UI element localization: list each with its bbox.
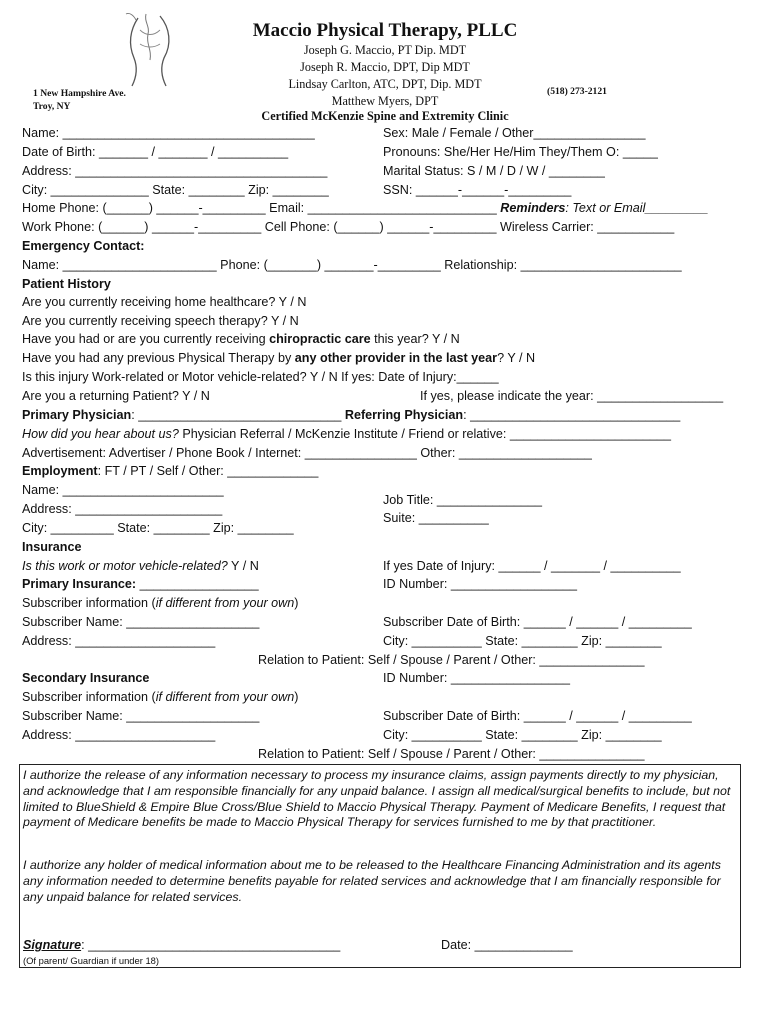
reminders-label: Reminders (500, 201, 566, 215)
emergency-contact-heading: Emergency Contact: (22, 239, 145, 253)
suite-field[interactable]: Suite: __________ (383, 511, 489, 525)
patient-history-heading: Patient History (22, 277, 111, 291)
work-related-injury-question[interactable]: Is this injury Work-related or Motor vehicle-related? Y / N If yes: Date of Injury:______ (22, 370, 499, 384)
primary-subscriber-name-field[interactable]: Subscriber Name: ___________________ (22, 615, 260, 629)
primary-insurance-label: Primary Insurance: (22, 577, 137, 591)
home-phone-email-text: Home Phone: (______) ______-_________ Email: ___________________________ (22, 201, 497, 215)
sex-field[interactable]: Sex: Male / Female / Other________________ (383, 126, 646, 140)
signature-date-field[interactable]: Date: ______________ (441, 938, 573, 952)
address-line-1: 1 New Hampshire Ave. (33, 88, 126, 99)
city-state-zip-field[interactable]: City: ______________ State: ________ Zip: ________ (22, 183, 329, 197)
insurance-work-question-text: Is this work or motor vehicle-related? (22, 559, 228, 573)
previous-pt-question[interactable] (22, 351, 535, 366)
doctor-line-1: Joseph G. Maccio, PT Dip. MDT (303, 43, 467, 57)
physicians-field[interactable] (22, 408, 680, 423)
guardian-note: (Of parent/ Guardian if under 18) (23, 955, 160, 966)
subscriber-info-a: Subscriber information ( (22, 596, 156, 610)
doctor-line-4: Matthew Myers, DPT (331, 94, 439, 108)
secondary-subscriber-info-c: ) (294, 690, 299, 704)
primary-physician-line: : _____________________________ (131, 408, 342, 422)
employment-label: Employment (22, 464, 98, 478)
chiropractic-question[interactable] (22, 332, 460, 347)
primary-subscriber-city-field[interactable]: City: __________ State: ________ Zip: ________ (383, 634, 662, 648)
secondary-relation-field[interactable]: Relation to Patient: Self / Spouse / Parent / Other: _______________ (258, 747, 645, 761)
primary-relation-field[interactable]: Relation to Patient: Self / Spouse / Parent / Other: _______________ (258, 653, 645, 667)
speech-therapy-question[interactable]: Are you currently receiving speech therapy? Y / N (22, 314, 299, 328)
secondary-insurance-heading: Secondary Insurance (22, 671, 150, 685)
secondary-subscriber-city-field[interactable]: City: __________ State: ________ Zip: ________ (383, 728, 662, 742)
secondary-id-number-field[interactable]: ID Number: _________________ (383, 671, 570, 685)
signature-label: Signature (23, 938, 82, 952)
primary-subscriber-dob-field[interactable]: Subscriber Date of Birth: ______ / ______ / _________ (383, 615, 692, 629)
authorization-paragraph-2: I authorize any holder of medical information about me to be released to the Healthcare Financing Administration and its agents any information needed to determine benefits payable for related services and acknowledge that I am financially responsible for any unpaid balance for related services. (23, 858, 721, 904)
primary-subscriber-address-field[interactable]: Address: ____________________ (22, 634, 216, 648)
subscriber-info-c: ) (294, 596, 299, 610)
name-field[interactable]: Name: ____________________________________ (22, 126, 315, 140)
signature-line: : ____________________________________ (81, 938, 341, 952)
secondary-subscriber-info (22, 690, 298, 705)
employer-name-field[interactable]: Name: _______________________ (22, 483, 224, 497)
secondary-subscriber-address-field[interactable]: Address: ____________________ (22, 728, 216, 742)
address-line-2: Troy, NY (33, 101, 71, 112)
referring-physician-line: : ______________________________ (463, 408, 681, 422)
doctor-line-2: Joseph R. Maccio, DPT, Dip MDT (300, 60, 470, 74)
job-title-field[interactable]: Job Title: _______________ (383, 493, 542, 507)
returning-patient-question[interactable]: Are you a returning Patient? Y / N (22, 389, 210, 403)
reminders-options: : Text or Email_________ (565, 201, 709, 215)
pronouns-field[interactable]: Pronouns: She/Her He/Him They/Them O: _____ (383, 145, 658, 159)
home-healthcare-question[interactable]: Are you currently receiving home healthcare? Y / N (22, 295, 307, 309)
employment-status-field[interactable] (22, 464, 318, 479)
home-phone-email-field[interactable] (22, 201, 708, 216)
returning-year-field[interactable]: If yes, please indicate the year: __________________ (420, 389, 724, 403)
work-cell-phone-field[interactable]: Work Phone: (______) ______-_________ Cell Phone: (______) ______-_________ Wireless Carrier: ___________ (22, 220, 675, 234)
practice-phone: (518) 273-2121 (547, 86, 607, 97)
previous-pt-question-a: Have you had any previous Physical Therapy by (22, 351, 295, 365)
primary-id-number-field[interactable]: ID Number: __________________ (383, 577, 577, 591)
advertisement-field[interactable]: Advertisement: Advertiser / Phone Book / Internet: ________________ Other: ___________________ (22, 446, 592, 460)
marital-status-field[interactable]: Marital Status: S / M / D / W / ________ (383, 164, 605, 178)
secondary-subscriber-info-a: Subscriber information ( (22, 690, 156, 704)
dob-field[interactable]: Date of Birth: _______ / _______ / __________ (22, 145, 289, 159)
ssn-field[interactable]: SSN: ______-______-_________ (383, 183, 572, 197)
previous-pt-question-c: ? Y / N (497, 351, 536, 365)
address-field[interactable]: Address: ____________________________________ (22, 164, 328, 178)
emergency-contact-field[interactable]: Name: ______________________ Phone: (_______) _______-_________ Relationship: _______________________ (22, 258, 682, 272)
secondary-subscriber-info-b: if different from your own (155, 690, 295, 704)
employment-options: : FT / PT / Self / Other: _____________ (97, 464, 319, 478)
insurance-work-related-question[interactable] (22, 559, 259, 574)
primary-insurance-field[interactable] (22, 577, 259, 592)
referring-physician-label: Referring Physician (344, 408, 464, 422)
certification: Certified McKenzie Spine and Extremity Clinic (261, 109, 509, 123)
chiropractic-question-a: Have you had or are you currently receiving (22, 332, 270, 346)
signature-field[interactable] (23, 938, 340, 953)
primary-insurance-line: _________________ (136, 577, 259, 591)
authorization-paragraph-1: I authorize the release of any information necessary to process my insurance claims, assign payments directly to my physician, and acknowledge that I am responsible financially for any unpaid balance. I assign all medical/surgical benefits to include, but not limited to BlueShield & Empire Blue Cross/Blue Shield to Maccio Physical Therapy. Payment of Medicare Benefits, I request that payment of Medicare benefits be made to Maccio Physical Therapy for services furnished to me by that practitioner. (23, 768, 731, 830)
employer-address-field[interactable]: Address: _____________________ (22, 502, 223, 516)
subscriber-info-b: if different from your own (155, 596, 295, 610)
authorization-box (19, 764, 741, 968)
practice-name: Maccio Physical Therapy, PLLC (252, 20, 518, 41)
chiropractic-question-b: chiropractic care (269, 332, 371, 346)
insurance-work-yn: Y / N (227, 559, 259, 573)
chiropractic-question-c: this year? Y / N (370, 332, 460, 346)
doctor-line-3: Lindsay Carlton, ATC, DPT, Dip. MDT (288, 77, 482, 91)
referral-source-options: Physician Referral / McKenzie Institute / Friend or relative: _______________________ (178, 427, 671, 441)
secondary-subscriber-name-field[interactable]: Subscriber Name: ___________________ (22, 709, 260, 723)
insurance-injury-date-field[interactable]: If yes Date of Injury: ______ / _______ / __________ (383, 559, 681, 573)
insurance-heading: Insurance (22, 540, 82, 554)
referral-source-field[interactable] (22, 427, 671, 442)
referral-source-question: How did you hear about us? (22, 427, 179, 441)
primary-subscriber-info (22, 596, 298, 611)
employer-city-field[interactable]: City: _________ State: ________ Zip: ________ (22, 521, 294, 535)
secondary-subscriber-dob-field[interactable]: Subscriber Date of Birth: ______ / ______ / _________ (383, 709, 692, 723)
previous-pt-question-b: any other provider in the last year (294, 351, 498, 365)
primary-physician-label: Primary Physician (22, 408, 132, 422)
